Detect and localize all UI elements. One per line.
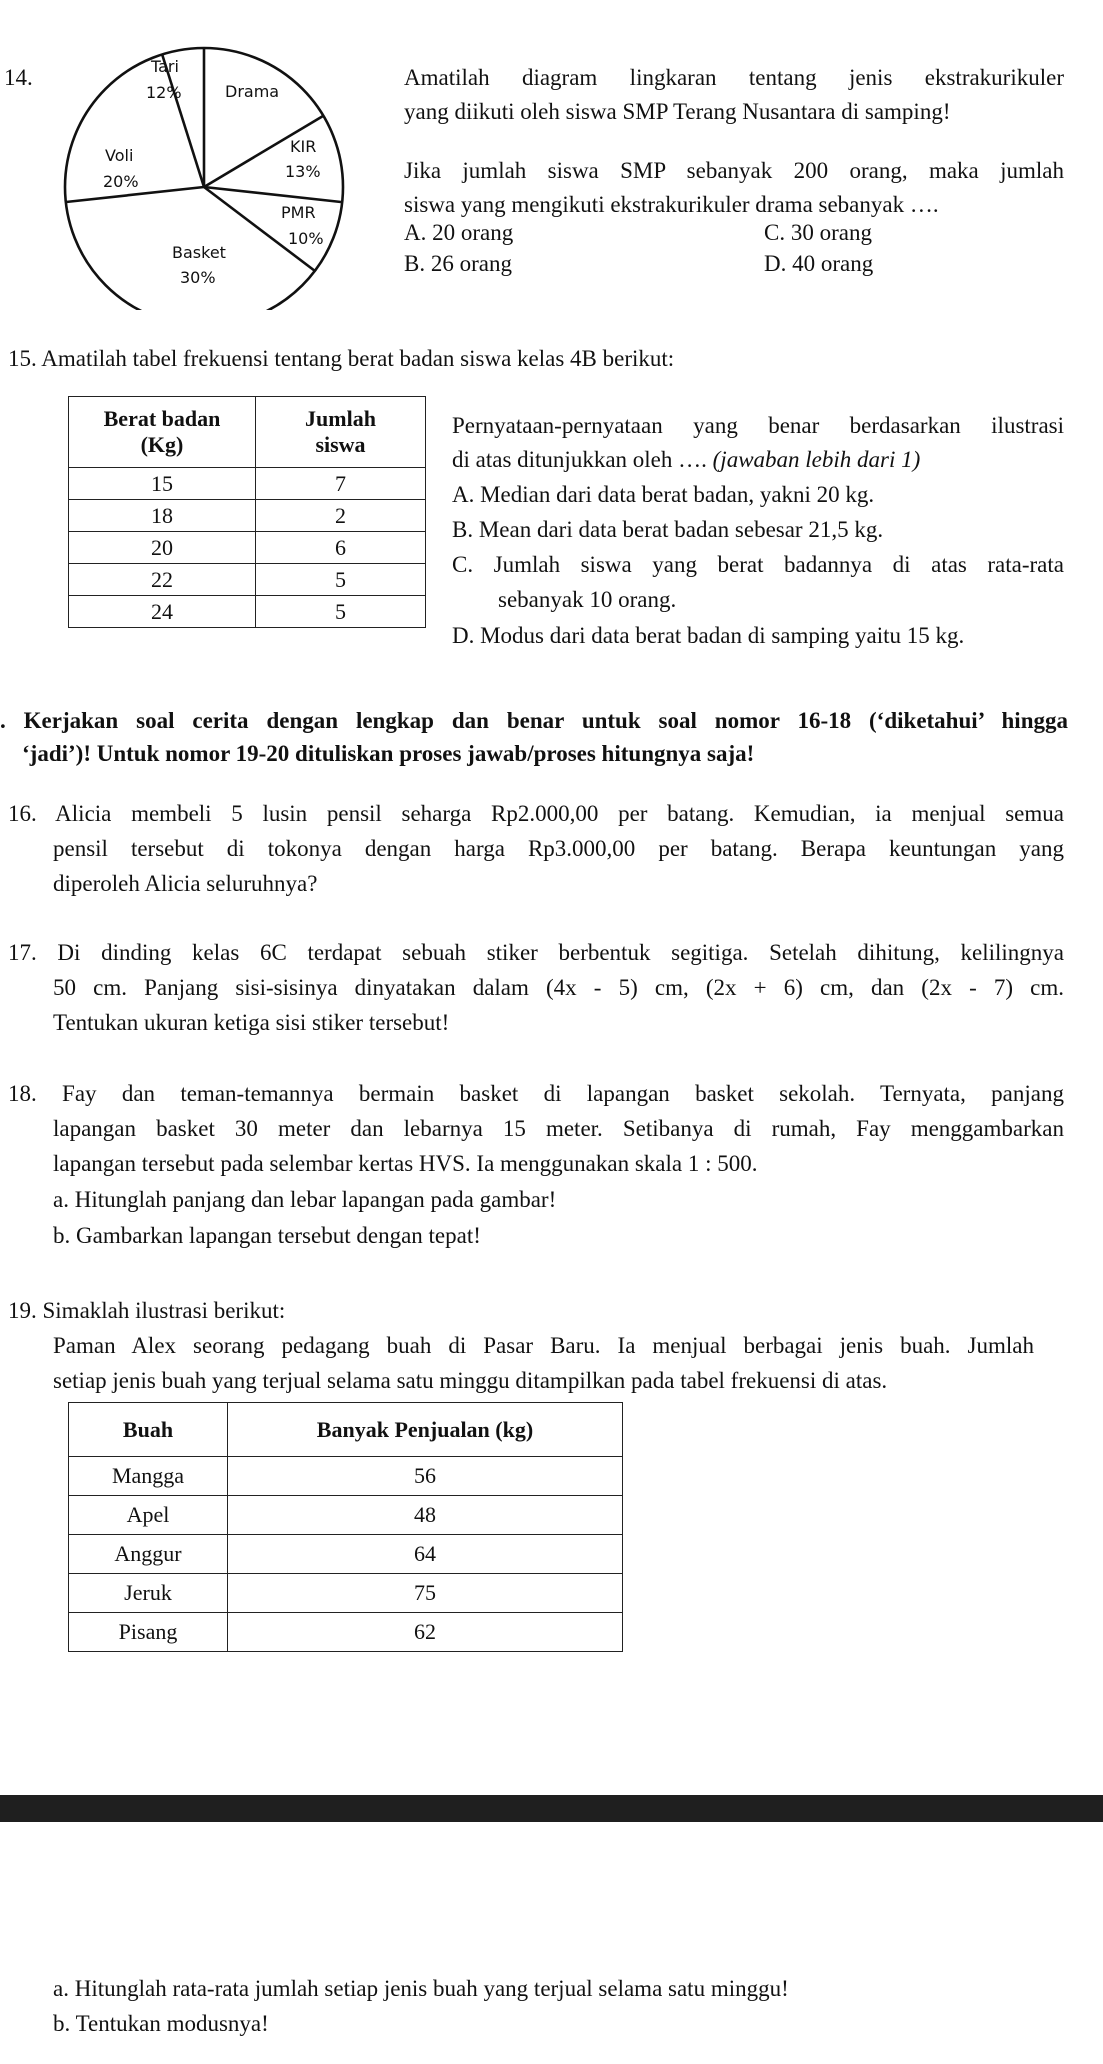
q15-option-c-line1: C. Jumlah siswa yang berat badannya di atas rata-rata: [452, 552, 1064, 577]
q18-sub-a: a. Hitunglah panjang dan lebar lapangan pada gambar!: [53, 1187, 557, 1212]
table-row: [69, 1535, 623, 1574]
q14-option-b: B. 26 orang: [404, 251, 512, 276]
pie-pct-pmr: 10%: [288, 229, 324, 248]
q19-sub-a: a. Hitunglah rata-rata jumlah setiap jenis buah yang terjual selama satu minggu!: [53, 1976, 789, 2001]
q18-line1: 18. Fay dan teman-temannya bermain basket di lapangan basket sekolah. Ternyata, panjang: [8, 1081, 1064, 1106]
header-penjualan: Banyak Penjualan (kg): [228, 1403, 623, 1457]
q15-option-c-line2: sebanyak 10 orang.: [498, 587, 677, 612]
header-buah: Buah: [69, 1403, 228, 1457]
cell-berat: 22: [69, 564, 256, 596]
cell-jumlah: 2: [256, 500, 426, 532]
pie-pct-basket: 30%: [180, 268, 216, 287]
pie-chart: [60, 40, 360, 310]
table-row: [69, 564, 426, 596]
q15-option-d: D. Modus dari data berat badan di samping yaitu 15 kg.: [452, 623, 965, 648]
q14-text-line1: Amatilah diagram lingkaran tentang jenis ekstrakurikuler: [404, 65, 1064, 90]
q16-line3: diperoleh Alicia seluruhnya?: [53, 871, 318, 896]
header-jumlah-line2: siswa: [315, 432, 366, 457]
table-row: [69, 1574, 623, 1613]
fruit-sales-table: [68, 1402, 623, 1652]
page-separator-bar: [0, 1795, 1103, 1822]
cell-berat: 18: [69, 500, 256, 532]
cell-jumlah: 5: [256, 596, 426, 628]
table-row: [69, 1496, 623, 1535]
cell-kg: 75: [228, 1574, 623, 1613]
q15-statement-line2: [452, 448, 920, 471]
cell-buah: Mangga: [69, 1457, 228, 1496]
cell-kg: 48: [228, 1496, 623, 1535]
cell-kg: 62: [228, 1613, 623, 1652]
q15-statement-line1: Pernyataan-pernyataan yang benar berdasarkan ilustrasi: [452, 413, 1064, 438]
cell-jumlah: 7: [256, 468, 426, 500]
pie-divider-kir-pmr: [204, 187, 341, 202]
pie-pct-kir: 13%: [285, 162, 321, 181]
cell-buah: Apel: [69, 1496, 228, 1535]
cell-berat: 15: [69, 468, 256, 500]
pie-pct-tari: 12%: [146, 83, 182, 102]
cell-jumlah: 5: [256, 564, 426, 596]
pie-pct-voli: 20%: [103, 172, 139, 191]
q15-statement-line2-plain: di atas ditunjukkan oleh ….: [452, 447, 713, 472]
q19-line3: setiap jenis buah yang terjual selama satu minggu ditampilkan pada tabel frekuensi di atas.: [53, 1368, 888, 1393]
table-header-row: [69, 397, 426, 468]
q18-line2: lapangan basket 30 meter dan lebarnya 15 meter. Setibanya di rumah, Fay menggambarkan: [53, 1116, 1064, 1141]
table-row: [69, 532, 426, 564]
q14-option-c: C. 30 orang: [764, 220, 872, 245]
q14-option-d: D. 40 orang: [764, 251, 874, 276]
q15-heading: 15. Amatilah tabel frekuensi tentang berat badan siswa kelas 4B berikut:: [8, 346, 675, 371]
cell-kg: 56: [228, 1457, 623, 1496]
q17-line1: 17. Di dinding kelas 6C terdapat sebuah stiker berbentuk segitiga. Setelah dihitung, kelilingnya: [8, 940, 1064, 965]
q15-statement-line2-note: (jawaban lebih dari 1): [712, 447, 921, 472]
q15-option-a: A. Median dari data berat badan, yakni 20 kg.: [452, 482, 875, 507]
pie-label-kir: KIR: [290, 137, 317, 156]
q19-line2: Paman Alex seorang pedagang buah di Pasar Baru. Ia menjual berbagai jenis buah. Jumlah: [53, 1333, 1034, 1358]
q14-number: 14.: [4, 65, 33, 90]
q17-line3: Tentukan ukuran ketiga sisi stiker tersebut!: [53, 1010, 450, 1035]
q19-line1: 19. Simaklah ilustrasi berikut:: [8, 1298, 286, 1323]
q17-line2: 50 cm. Panjang sisi-sisinya dinyatakan dalam (4x - 5) cm, (2x + 6) cm, dan (2x - 7) cm.: [53, 975, 1064, 1000]
cell-buah: Pisang: [69, 1613, 228, 1652]
pie-label-tari: Tari: [151, 57, 179, 76]
cell-buah: Anggur: [69, 1535, 228, 1574]
pie-label-voli: Voli: [105, 146, 134, 165]
q16-line2: pensil tersebut di tokonya dengan harga Rp3.000,00 per batang. Berapa keuntungan yang: [53, 836, 1064, 861]
q16-line1: 16. Alicia membeli 5 lusin pensil seharga Rp2.000,00 per batang. Kemudian, ia menjual semua: [8, 801, 1064, 826]
table-row: [69, 1457, 623, 1496]
pie-label-pmr: PMR: [281, 203, 316, 222]
cell-kg: 64: [228, 1535, 623, 1574]
cell-berat: 20: [69, 532, 256, 564]
weight-frequency-table: [68, 396, 426, 628]
cell-jumlah: 6: [256, 532, 426, 564]
q14-option-a: A. 20 orang: [404, 220, 514, 245]
table-header-row: [69, 1403, 623, 1457]
table-row: [69, 596, 426, 628]
q14-text-line3: Jika jumlah siswa SMP sebanyak 200 orang, maka jumlah: [404, 158, 1064, 183]
header-jumlah-line1: Jumlah: [305, 406, 376, 431]
q14-text-line4: siswa yang mengikuti ekstrakurikuler drama sebanyak ….: [404, 192, 939, 217]
header-berat-line1: Berat badan: [103, 406, 221, 431]
q18-line3: lapangan tersebut pada selembar kertas HVS. Ia menggunakan skala 1 : 500.: [53, 1151, 758, 1176]
instructions-line1: . Kerjakan soal cerita dengan lengkap dan benar untuk soal nomor 16-18 (‘diketahui’ hingga: [0, 708, 1068, 733]
table-row: [69, 468, 426, 500]
pie-label-basket: Basket: [172, 243, 226, 262]
pie-label-drama: Drama: [225, 82, 280, 101]
header-berat-line2: (Kg): [140, 432, 184, 457]
table-row: [69, 500, 426, 532]
q19-sub-b: b. Tentukan modusnya!: [53, 2011, 269, 2036]
table-row: [69, 1613, 623, 1652]
instructions-line2: ‘jadi’)! Untuk nomor 19-20 dituliskan proses jawab/proses hitungnya saja!: [22, 741, 755, 766]
q15-option-b: B. Mean dari data berat badan sebesar 21,5 kg.: [452, 517, 884, 542]
q18-sub-b: b. Gambarkan lapangan tersebut dengan tepat!: [53, 1223, 481, 1248]
q14-text-line2: yang diikuti oleh siswa SMP Terang Nusantara di samping!: [404, 99, 951, 124]
cell-berat: 24: [69, 596, 256, 628]
cell-buah: Jeruk: [69, 1574, 228, 1613]
